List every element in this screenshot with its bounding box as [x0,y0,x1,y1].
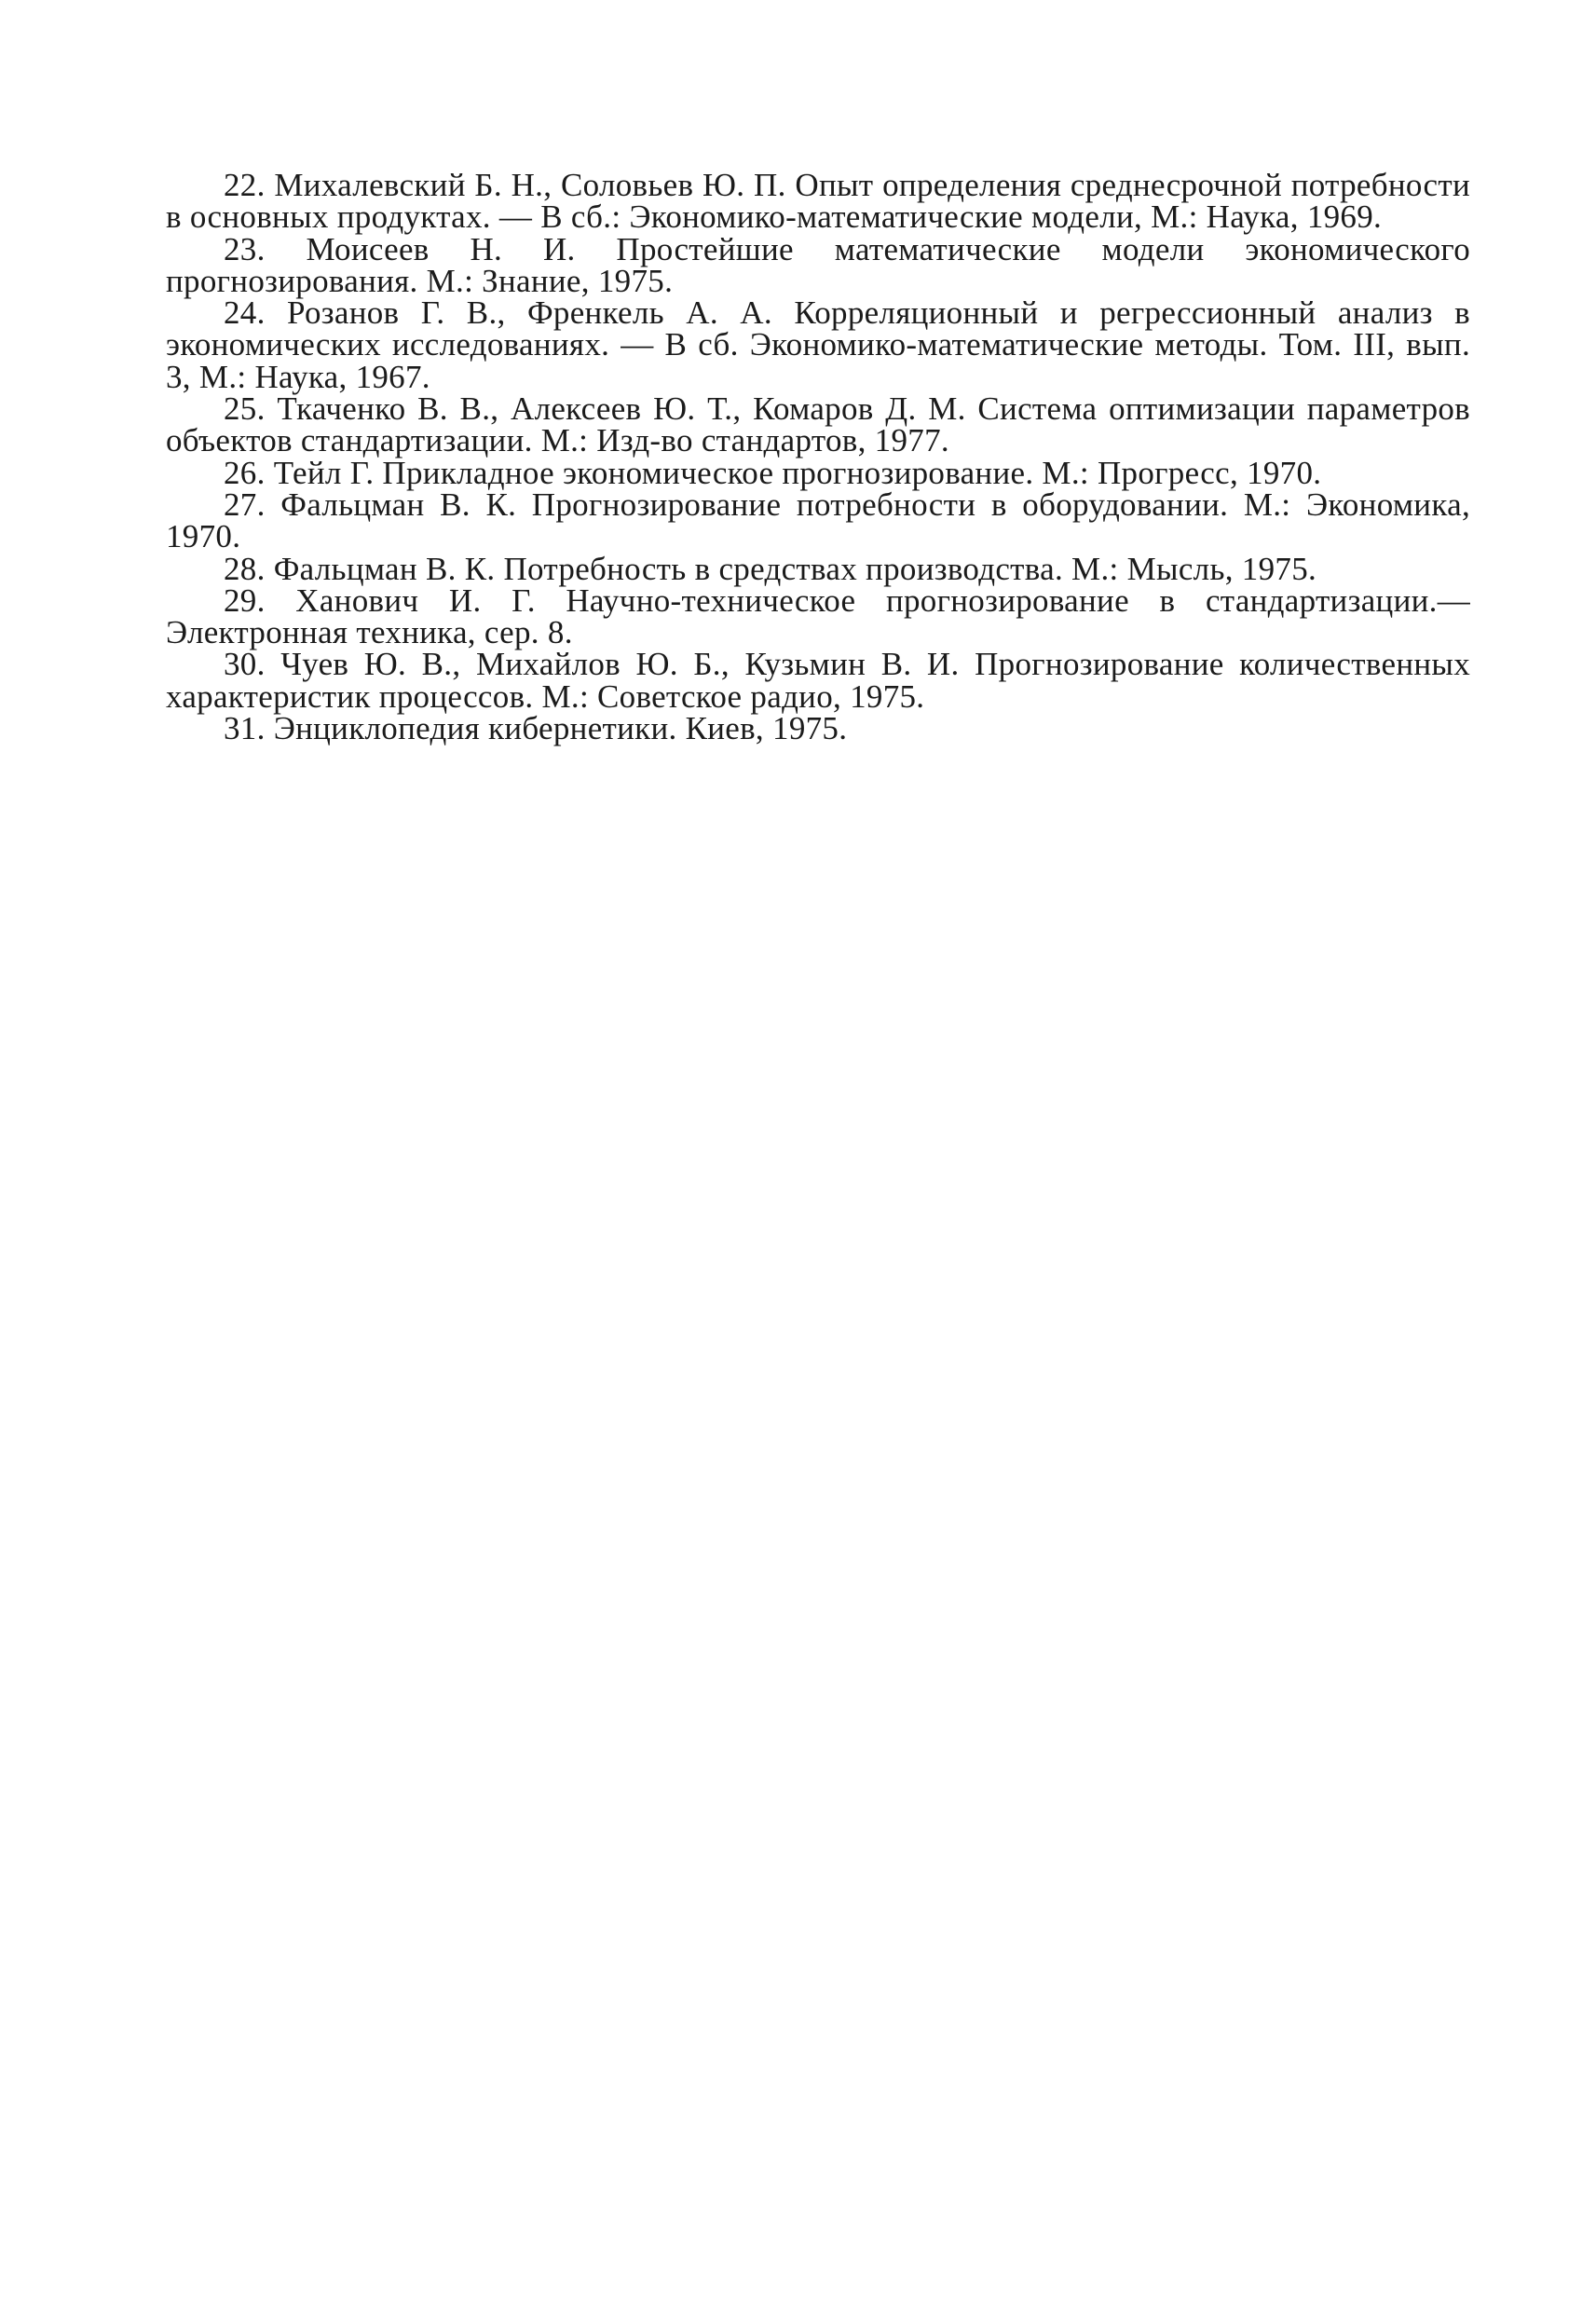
bibliography-list [166,167,1470,747]
bibliography-entry-25: 25. Ткаченко В. В., Алексеев Ю. Т., Комаров Д. М. Система оптимизации параметров объектов стандартизации. М.: Изд-во стандартов, 1977. [166,390,1470,459]
bibliography-entry-26: 26. Тейл Г. Прикладное экономическое прогнозирование. М.: Прогресс, 1970. [224,454,1322,491]
bibliography-entry-28: 28. Фальцман В. К. Потребность в средствах производства. М.: Мысль, 1975. [224,550,1317,587]
bibliography-entry-24: 24. Розанов Г. В., Френкель А. А. Корреляционный и регрессионный анализ в экономических исследованиях. — В сб. Экономико-математические методы. Том. III, вып. 3, М.: Наука, 1967. [166,294,1470,395]
bibliography-entry-30: 30. Чуев Ю. В., Михайлов Ю. Б., Кузьмин В. И. Прогнозирование количественных характеристик процессов. М.: Советское радио, 1975. [166,646,1470,715]
bibliography-entry-27: 27. Фальцман В. К. Прогнозирование потребности в оборудовании. М.: Экономика, 1970. [166,486,1470,555]
bibliography-entry-29: 29. Ханович И. Г. Научно-техническое прогнозирование в стандартизации.— Электронная техника, сер. 8. [166,581,1470,651]
bibliography-entry-22: 22. Михалевский Б. Н., Соловьев Ю. П. Опыт определения среднесрочной потребности в основных продуктах. — В сб.: Экономико-математические модели, М.: Наука, 1969. [166,167,1470,236]
bibliography-entry-23: 23. Моисеев Н. И. Простейшие математические модели экономического прогнозирования. М.: Знание, 1975. [166,230,1470,299]
bibliography-entry-31: 31. Энциклопедия кибернетики. Киев, 1975. [224,710,848,747]
